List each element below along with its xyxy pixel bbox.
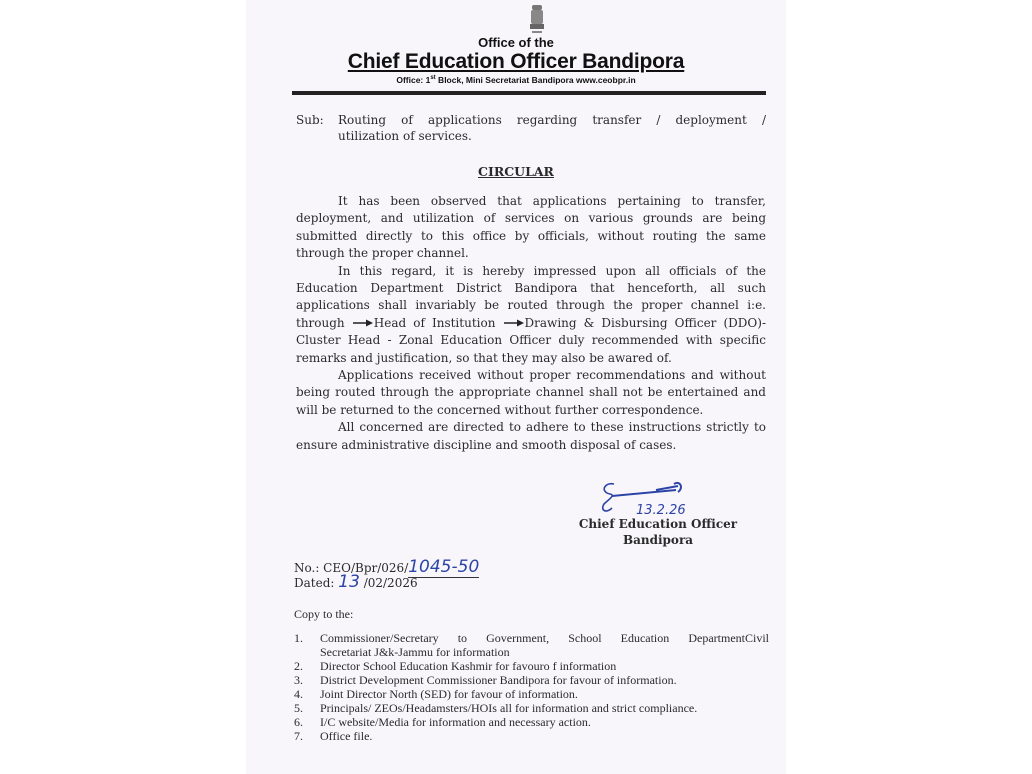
circular-document <box>246 0 786 774</box>
paragraph-3: Applications received without proper recommendations and without being routed through the appropriate channel shall not be entertained and will be returned to the concerned without further correspondence. <box>296 368 766 417</box>
list-item: 1. Commissioner/Secretary to Government, School Education DepartmentCivil Secretariat J&k-Jammu for information <box>294 631 769 659</box>
paragraph-2: In this regard, it is hereby impressed upon all officials of the Education Department District Bandipora that henceforth, all such applications shall invariably be routed through the proper channel i:e. through Head of Institution Drawing & Disbursing Officer (DDO)-Cluster Head - Zonal Education Officer duly recommended with specific remarks and justification, so that they may also be awared of. <box>296 263 766 365</box>
list-item: 2. Director School Education Kashmir for favouro f information <box>294 659 617 673</box>
signatory-designation: Chief Education Officer <box>578 517 738 531</box>
reference-number: No.: CEO/Bpr/026/1045-50 <box>294 557 480 577</box>
handwritten-number: 1045-50 <box>408 557 480 577</box>
subject-label: Sub: <box>296 113 324 127</box>
arrow-right-icon <box>352 319 374 327</box>
signature-scribble <box>596 478 706 520</box>
reference-block <box>294 557 480 592</box>
list-item: 3. District Development Commissioner Bandipora for favour of information. <box>294 673 677 687</box>
letterhead-title: Chief Education Officer Bandipora <box>347 50 685 73</box>
arrow-right-icon <box>503 319 525 327</box>
subject-line-2: utilization of services. <box>338 129 472 143</box>
signatory <box>568 516 748 548</box>
letterhead-divider <box>292 91 766 95</box>
national-emblem-icon <box>526 3 548 37</box>
signature-date: 13.2.26 <box>636 503 686 518</box>
list-item: 7. Office file. <box>294 729 373 743</box>
list-item: 4. Joint Director North (SED) for favour of information. <box>294 687 578 701</box>
copy-to-list <box>294 631 769 743</box>
circular-heading: CIRCULAR <box>478 164 554 179</box>
list-item: 6. I/C website/Media for information and necessary action. <box>294 715 591 729</box>
handwritten-day: 13 <box>338 572 360 592</box>
paragraph-1: It has been observed that applications pertaining to transfer, deployment, and utilization of services on various grounds are being submitted directly to this office by officials, without routing the same through the proper channel. <box>296 194 766 261</box>
letterhead-address: Office: 1st Block, Mini Secretariat Bandipora www.ceobpr.in <box>396 75 636 85</box>
signatory-place: Bandipora <box>622 533 694 547</box>
reference-date: Dated: 13 /02/2026 <box>294 572 418 592</box>
list-item: 5. Principals/ ZEOs/Headamsters/HOIs all for information and strict compliance. <box>294 701 698 715</box>
circular-body <box>296 193 766 454</box>
copy-to-section <box>294 607 769 743</box>
letterhead-office-of: Office of the <box>478 35 554 50</box>
copy-to-title: Copy to the: <box>294 607 354 621</box>
subject-line-1: Routing of applications regarding transfer / deployment / <box>338 113 766 127</box>
paragraph-4: All concerned are directed to adhere to these instructions strictly to ensure administrative discipline and smooth disposal of cases. <box>296 420 766 452</box>
